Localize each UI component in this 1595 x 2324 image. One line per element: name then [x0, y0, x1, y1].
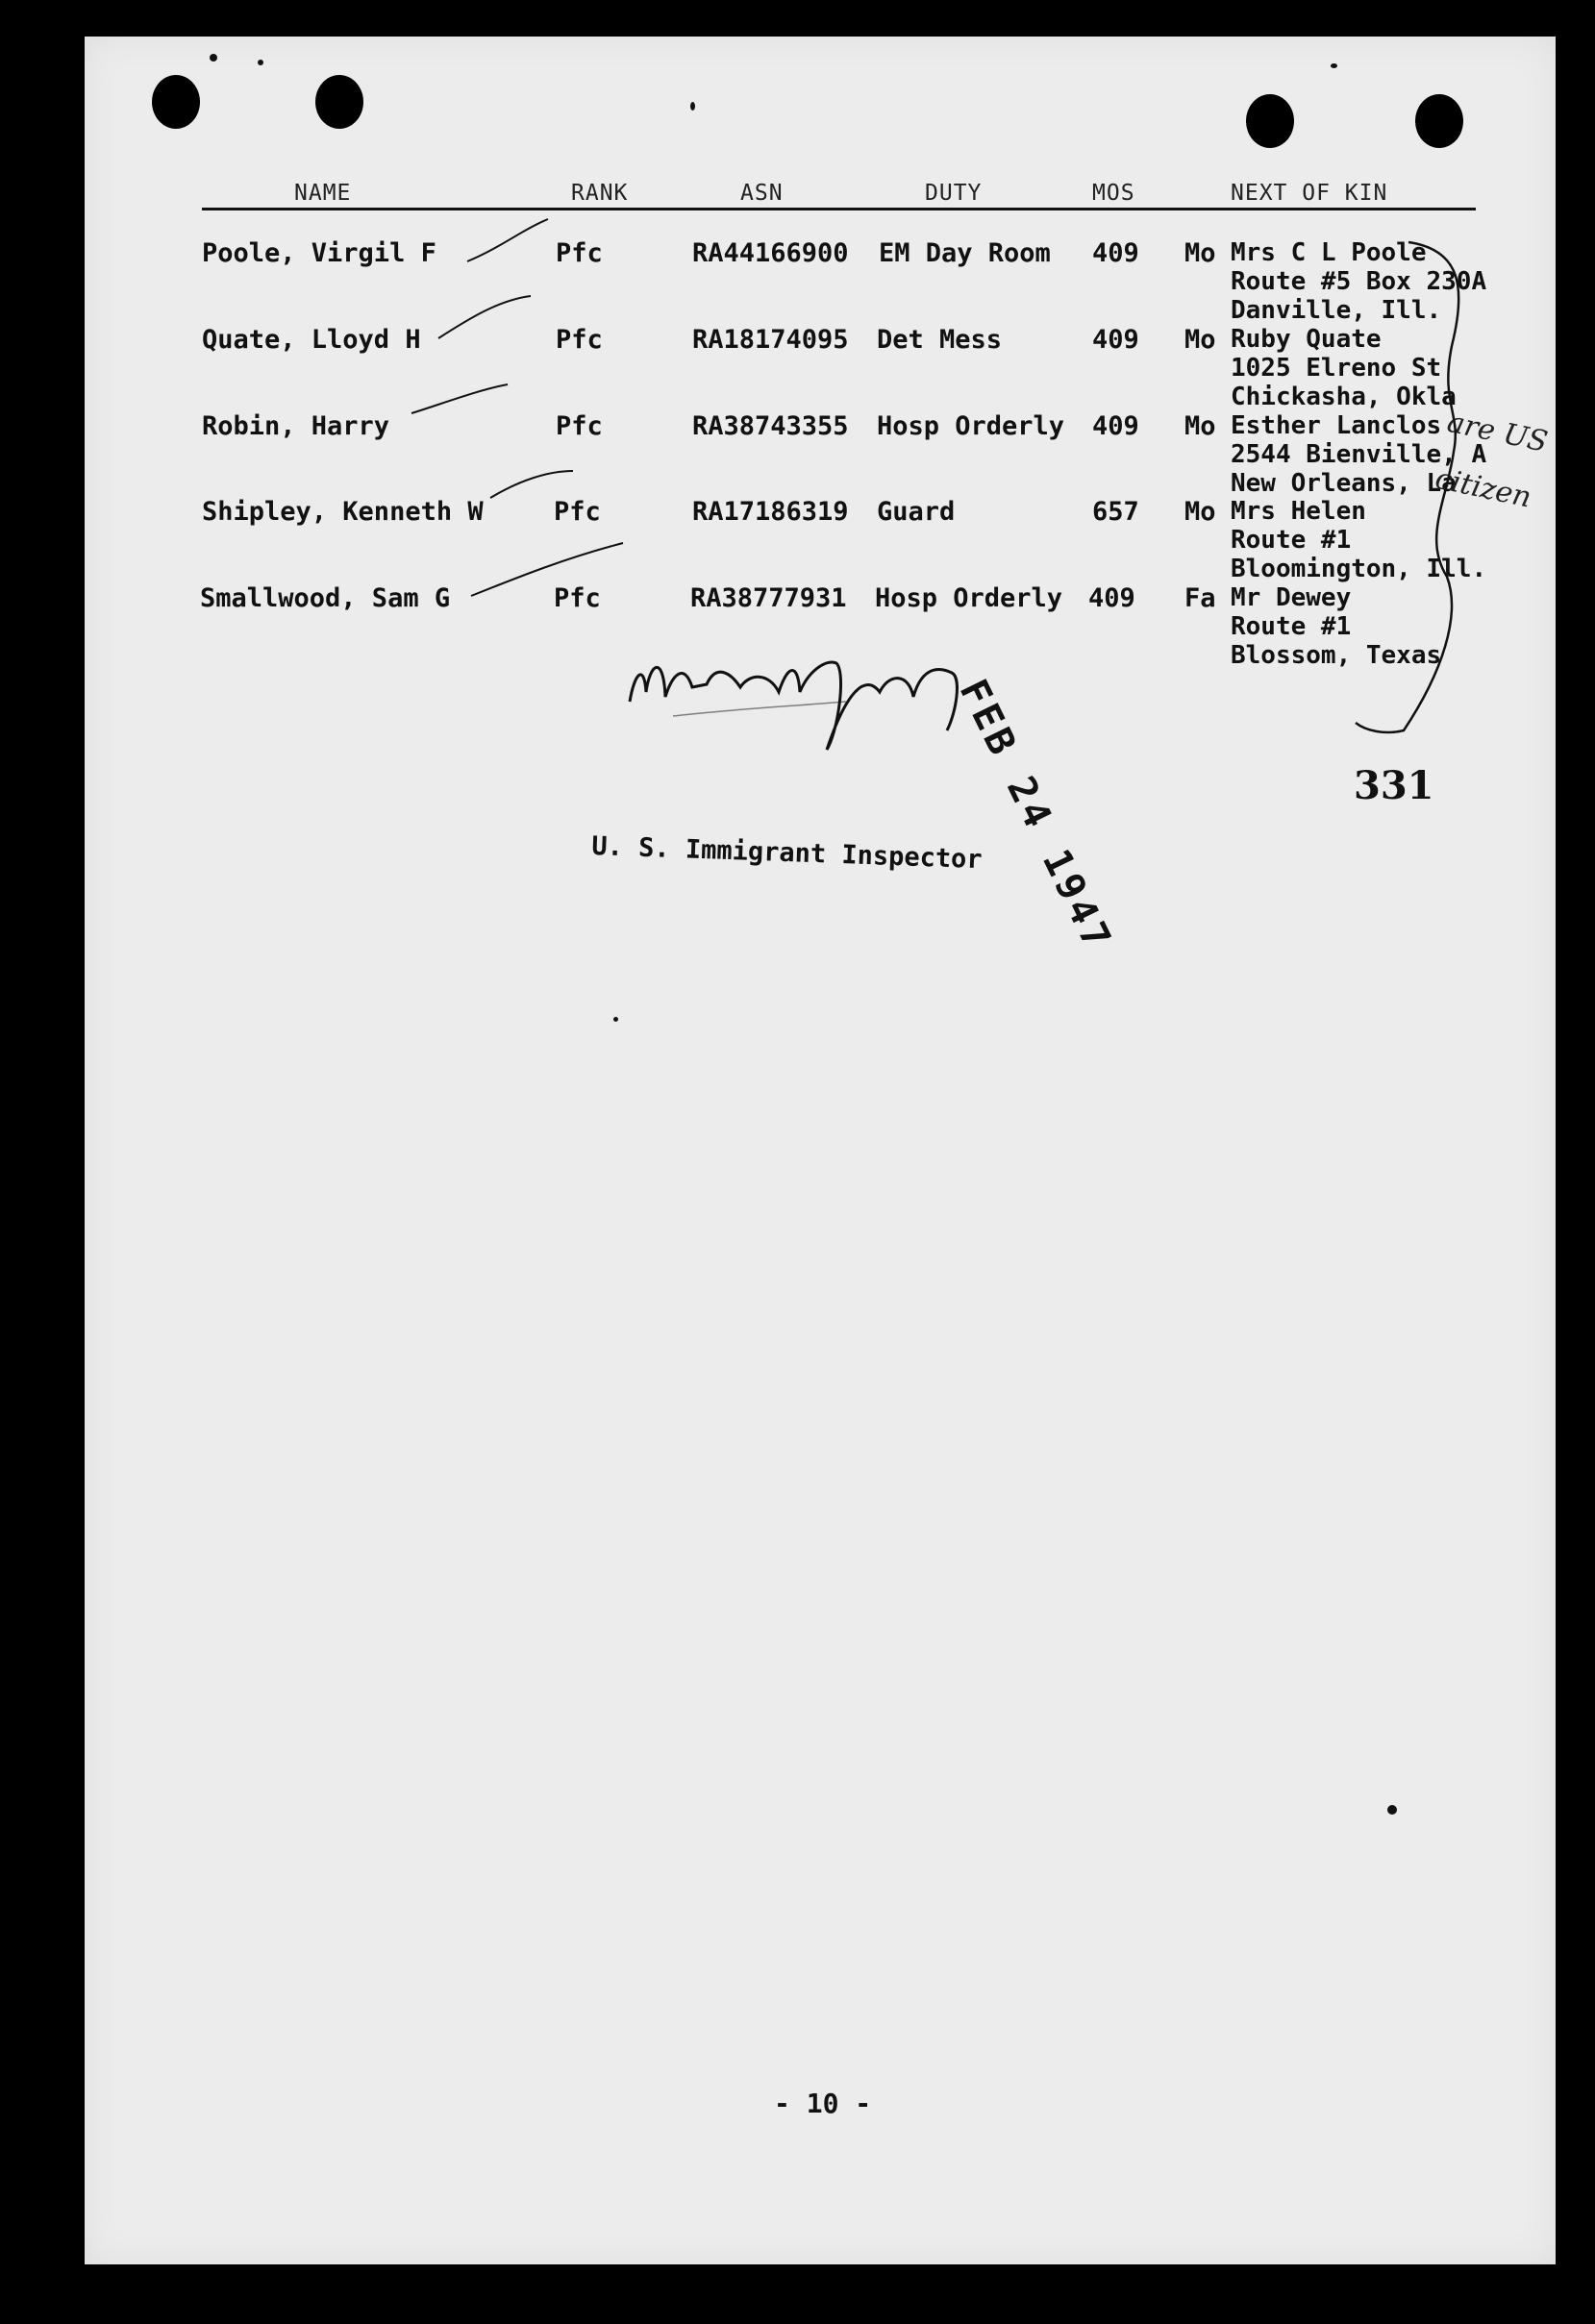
date-stamp: FEB 24 1947 [950, 673, 1121, 959]
cell-rank: Pfc [554, 583, 601, 613]
ink-speck [1331, 63, 1337, 68]
kin-line: Blossom, Texas [1231, 641, 1442, 670]
kin-line: Route #5 Box 230A [1231, 267, 1487, 296]
punch-hole-right-2 [1415, 94, 1463, 148]
kin-line: Chickasha, Okla [1231, 383, 1457, 411]
kin-line: Mrs Helen [1231, 497, 1366, 526]
cell-asn: RA18174095 [692, 325, 849, 355]
cell-duty: EM Day Room [879, 238, 1051, 268]
cell-duty: Guard [877, 497, 956, 527]
kin-line: 1025 Elreno St [1231, 354, 1442, 383]
cell-duty: Hosp Orderly [875, 583, 1063, 613]
ink-speck [1387, 1805, 1397, 1815]
page-number: - 10 - [774, 2088, 872, 2119]
cell-asn: RA17186319 [692, 497, 849, 527]
cell-duty: Det Mess [877, 325, 1003, 355]
punch-hole-right-1 [1246, 94, 1294, 148]
kin-line: Ruby Quate [1231, 325, 1382, 354]
ink-speck [613, 1017, 618, 1022]
cell-mos: 409 [1088, 583, 1135, 613]
cell-mos: 409 [1092, 238, 1139, 268]
cell-asn: RA38777931 [690, 583, 847, 613]
cell-rank: Pfc [556, 238, 603, 268]
signer-title: U. S. Immigrant Inspector [590, 831, 984, 876]
kin-line: New Orleans, La [1231, 469, 1457, 498]
kin-line: Danville, Ill. [1231, 296, 1442, 325]
cell-relation: Mo [1184, 238, 1216, 268]
header-duty: DUTY [925, 181, 983, 206]
ink-speck [690, 102, 695, 111]
cell-name: Shipley, Kenneth W [202, 497, 484, 527]
kin-line: Route #1 [1231, 612, 1352, 641]
punch-hole-left-1 [152, 75, 200, 129]
margin-note-handwritten: are US citizen [1432, 405, 1551, 515]
kin-line: Route #1 [1231, 526, 1352, 555]
header-rule [202, 208, 1476, 210]
kin-line: Esther Lanclos [1231, 411, 1442, 440]
ink-speck [210, 54, 217, 62]
kin-line: Mr Dewey [1231, 583, 1352, 612]
kin-line: Bloomington, Ill. [1231, 555, 1487, 583]
ink-speck [258, 60, 263, 65]
cell-relation: Mo [1184, 497, 1216, 527]
table-row [0, 583, 1595, 622]
cell-mos: 657 [1092, 497, 1139, 527]
kin-line: Mrs C L Poole [1231, 238, 1427, 267]
cell-name: Robin, Harry [202, 411, 390, 441]
cell-asn: RA38743355 [692, 411, 849, 441]
header-next-of-kin: NEXT OF KIN [1231, 181, 1388, 206]
file-number: 331 [1354, 763, 1434, 808]
cell-duty: Hosp Orderly [877, 411, 1065, 441]
kin-line: 2544 Bienville, A [1231, 440, 1487, 469]
cell-rank: Pfc [556, 325, 603, 355]
header-rank: RANK [571, 181, 629, 206]
header-mos: MOS [1092, 181, 1135, 206]
cell-relation: Mo [1184, 411, 1216, 441]
cell-name: Poole, Virgil F [202, 238, 436, 268]
cell-mos: 409 [1092, 411, 1139, 441]
cell-mos: 409 [1092, 325, 1139, 355]
header-name: NAME [294, 181, 352, 206]
cell-rank: Pfc [556, 411, 603, 441]
cell-name: Quate, Lloyd H [202, 325, 421, 355]
cell-asn: RA44166900 [692, 238, 849, 268]
cell-rank: Pfc [554, 497, 601, 527]
cell-relation: Fa [1184, 583, 1216, 613]
cell-name: Smallwood, Sam G [200, 583, 451, 613]
cell-relation: Mo [1184, 325, 1216, 355]
header-asn: ASN [740, 181, 784, 206]
punch-hole-left-2 [315, 75, 363, 129]
